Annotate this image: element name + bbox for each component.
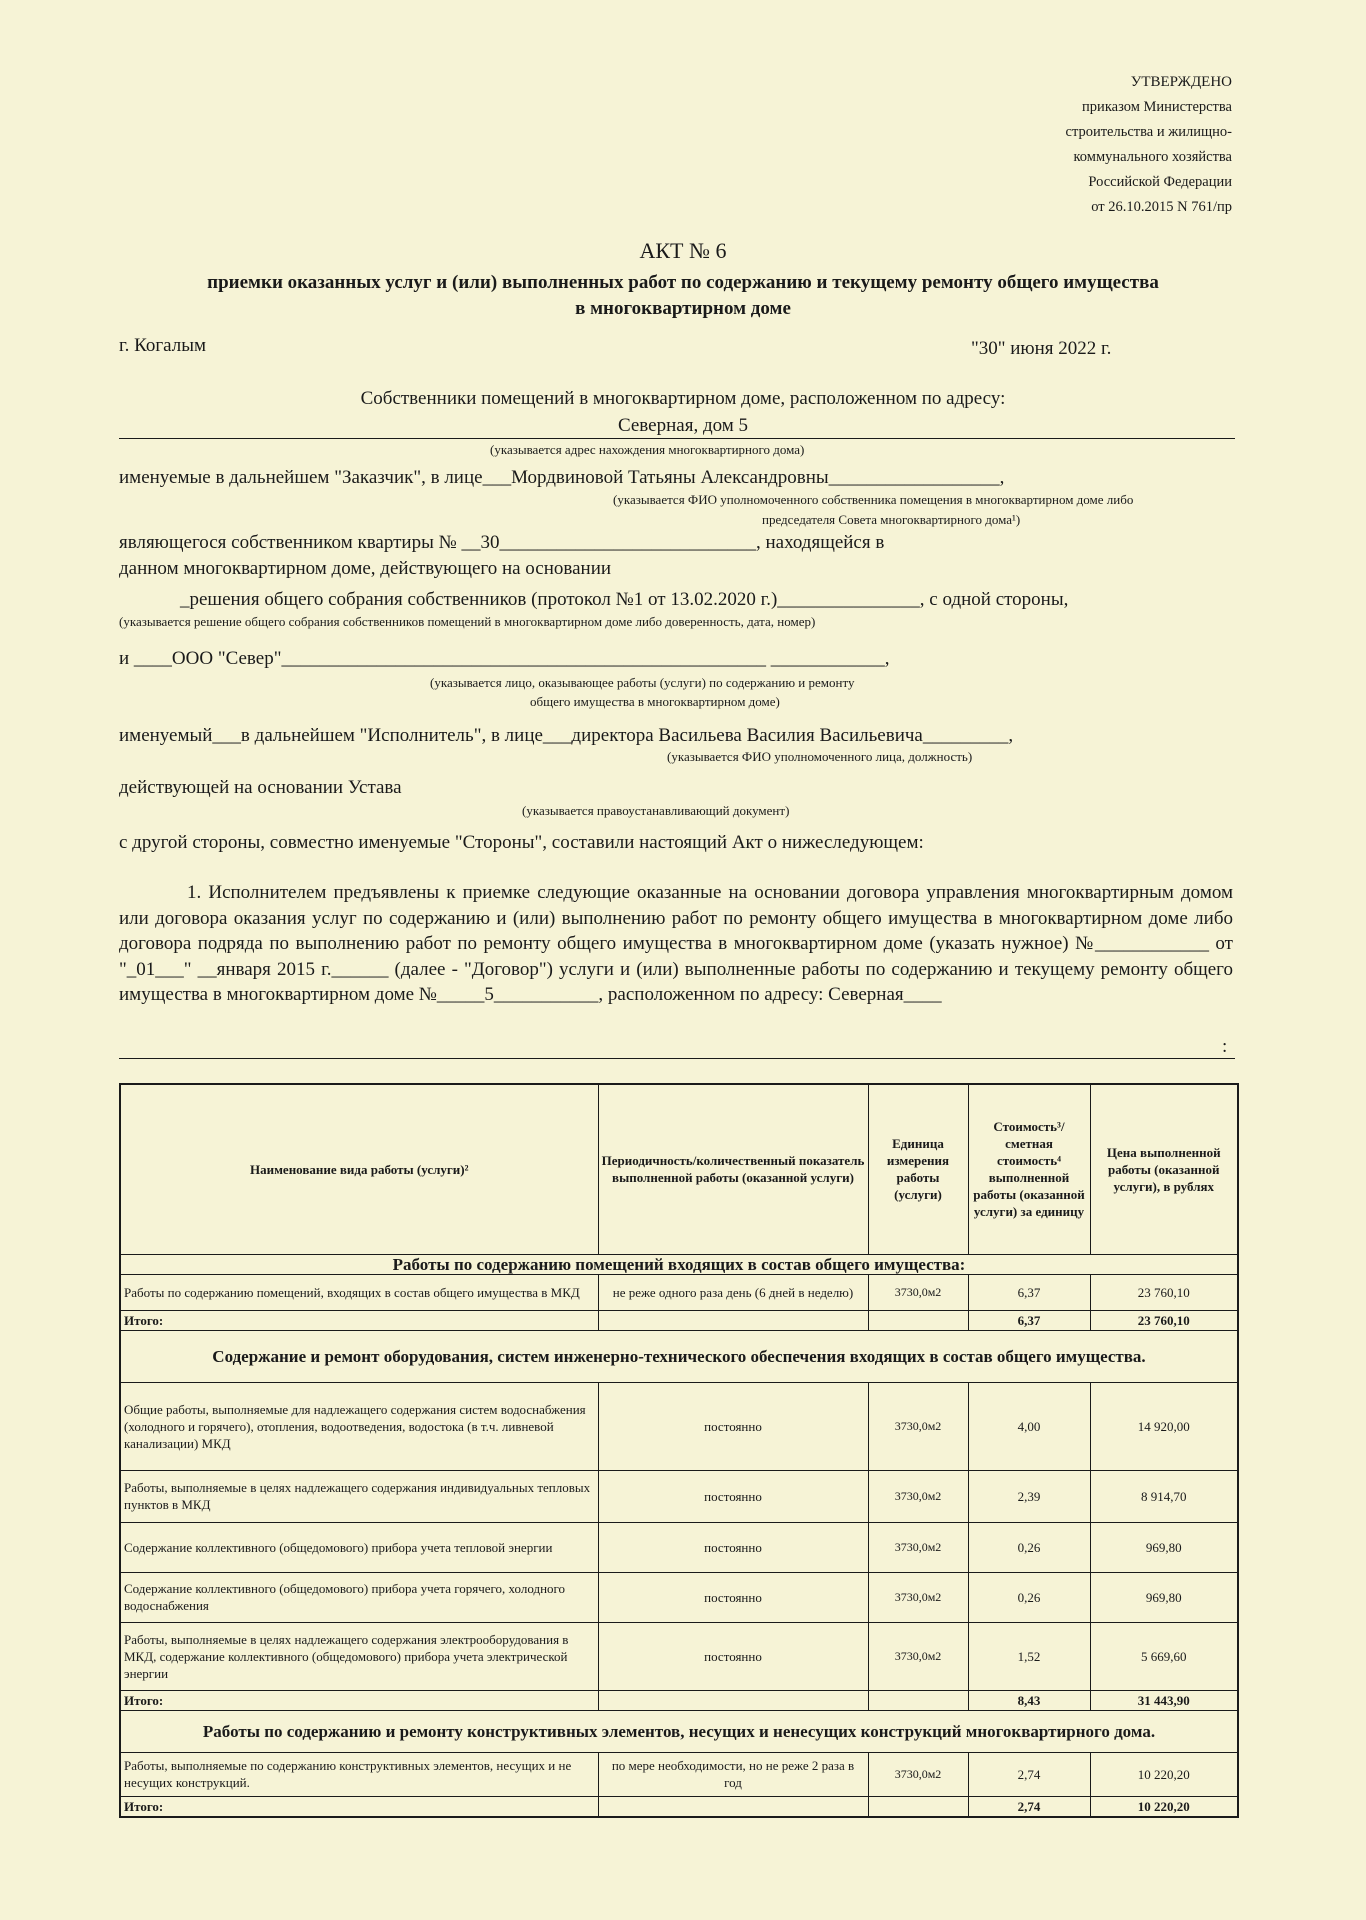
approval-line: коммунального хозяйства <box>1073 149 1232 165</box>
basis2-note: (указывается правоустанавливающий документ) <box>522 803 790 818</box>
cell-unit: 3730,0м2 <box>868 1622 968 1690</box>
cell-cost: 0,26 <box>968 1572 1090 1622</box>
basis-line: _решения общего собрания собственников (протокол №1 от 13.02.2020 г.)_______________, с одной стороны, <box>180 589 1069 610</box>
owners-line: Собственники помещений в многоквартирном доме, расположенном по адресу: <box>360 388 1006 409</box>
parties-line: с другой стороны, совместно именуемые "Стороны", составили настоящий Акт о нижеследующем: <box>119 832 924 853</box>
cell-period: постоянно <box>598 1522 868 1572</box>
table-row <box>120 1622 1238 1690</box>
cell-unit: 3730,0м2 <box>868 1382 968 1470</box>
act-subtitle-line: приемки оказанных услуг и (или) выполненных работ по содержанию и текущему ремонту общего имущества <box>207 272 1159 293</box>
total-row <box>120 1690 1238 1710</box>
cell-name: Работы, выполняемые по содержанию конструктивных элементов, несущих и не несущих конструкций. <box>120 1752 598 1796</box>
section-row <box>120 1330 1238 1382</box>
total-price: 23 760,10 <box>1090 1310 1238 1330</box>
cell-unit: 3730,0м2 <box>868 1752 968 1796</box>
cell-cost: 0,26 <box>968 1522 1090 1572</box>
col-header-period: Периодичность/количественный показатель выполненной работы (оказанной услуги) <box>598 1084 868 1254</box>
cell-price: 969,80 <box>1090 1572 1238 1622</box>
total-cost: 2,74 <box>968 1796 1090 1817</box>
clause-1-text: 1. Исполнителем предъявлены к приемке следующие оказанные на основании договора управления многоквартирным домом или договора оказания услуг по содержанию и (или) выполнению работ по ремонту общего имущества в многоквартирном доме либо договора подряда по выполнению работ по ремонту общего имущества в многоквартирном доме (указать нужное) №____________ от "_01___" __января 2015 г.______ (далее - "Договор") услуги и (или) выполненные работы по содержанию и текущему ремонту общего имущества в многоквартирном доме №_____5___________, расположенном по адресу: Северная____ <box>119 882 1233 1005</box>
act-date: "30" июня 2022 г. <box>971 338 1112 359</box>
cell-empty <box>868 1310 968 1330</box>
section-title: Работы по содержанию и ремонту конструктивных элементов, несущих и ненесущих конструкций многоквартирного дома. <box>120 1710 1238 1752</box>
cell-period: не реже одного раза день (6 дней в неделю) <box>598 1274 868 1310</box>
customer-note: председателя Совета многоквартирного дома¹) <box>762 512 1021 527</box>
act-subtitle-line: в многоквартирном доме <box>575 298 791 319</box>
act-title: АКТ № 6 <box>639 238 727 263</box>
works-table <box>119 1083 1239 1818</box>
approval-head: УТВЕРЖДЕНО <box>1130 74 1232 90</box>
cell-period: по мере необходимости, но не реже 2 раза в год <box>598 1752 868 1796</box>
section-title: Содержание и ремонт оборудования, систем инженерно-технического обеспечения входящих в состав общего имущества. <box>120 1330 1238 1382</box>
table-row <box>120 1522 1238 1572</box>
contractor-note: общего имущества в многоквартирном доме) <box>530 694 780 709</box>
house-address: Северная, дом 5 <box>617 415 749 436</box>
cell-price: 969,80 <box>1090 1522 1238 1572</box>
approval-line: от 26.10.2015 N 761/пр <box>1091 199 1232 215</box>
cell-cost: 6,37 <box>968 1274 1090 1310</box>
cell-price: 5 669,60 <box>1090 1622 1238 1690</box>
section-row <box>120 1254 1238 1274</box>
approval-stamp <box>1066 70 1232 220</box>
contractor-note: (указывается лицо, оказывающее работы (услуги) по содержанию и ремонту <box>430 675 855 690</box>
approval-line: приказом Министерства <box>1082 99 1232 115</box>
cell-name: Работы, выполняемые в целях надлежащего содержания электрооборудования в МКД, содержание коллективного (общедомового) прибора учета электрической энергии <box>120 1622 598 1690</box>
cell-name: Содержание коллективного (общедомового) прибора учета тепловой энергии <box>120 1522 598 1572</box>
executor-line: именуемый___в дальнейшем "Исполнитель", в лице___директора Васильева Василия Васильевича_________, <box>119 725 1014 746</box>
total-price: 31 443,90 <box>1090 1690 1238 1710</box>
table-row <box>120 1274 1238 1310</box>
cell-unit: 3730,0м2 <box>868 1274 968 1310</box>
cell-period: постоянно <box>598 1622 868 1690</box>
cell-price: 8 914,70 <box>1090 1470 1238 1522</box>
cell-empty <box>598 1310 868 1330</box>
cell-unit: 3730,0м2 <box>868 1470 968 1522</box>
table-row <box>120 1572 1238 1622</box>
total-price: 10 220,20 <box>1090 1796 1238 1817</box>
cell-price: 23 760,10 <box>1090 1274 1238 1310</box>
col-header-cost: Стоимость³/сметная стоимость⁴ выполненной работы (оказанной услуги) за единицу <box>968 1084 1090 1254</box>
clause-colon: : <box>1222 1036 1228 1057</box>
cell-cost: 1,52 <box>968 1622 1090 1690</box>
approval-line: Российской Федерации <box>1088 174 1232 190</box>
cell-cost: 2,74 <box>968 1752 1090 1796</box>
basis-note: (указывается решение общего собрания собственников помещений в многоквартирном доме либо доверенность, дата, номер) <box>119 614 816 629</box>
cell-name: Общие работы, выполняемые для надлежащего содержания систем водоснабжения (холодного и горячего), отопления, водоотведения, водостока (в т.ч. ливневой канализации) МКД <box>120 1382 598 1470</box>
total-cost: 8,43 <box>968 1690 1090 1710</box>
total-row <box>120 1310 1238 1330</box>
address-note: (указывается адрес нахождения многоквартирного дома) <box>490 442 805 457</box>
cell-period: постоянно <box>598 1382 868 1470</box>
cell-name: Работы, выполняемые в целях надлежащего содержания индивидуальных тепловых пунктов в МКД <box>120 1470 598 1522</box>
cell-price: 10 220,20 <box>1090 1752 1238 1796</box>
total-row <box>120 1796 1238 1817</box>
table-header-row <box>120 1084 1238 1254</box>
total-cost: 6,37 <box>968 1310 1090 1330</box>
total-label: Итого: <box>120 1690 598 1710</box>
city: г. Когалым <box>119 335 207 356</box>
customer-note: (указывается ФИО уполномоченного собственника помещения в многоквартирном доме либо <box>613 492 1134 507</box>
executor-note: (указывается ФИО уполномоченного лица, должность) <box>667 749 973 764</box>
house-line: данном многоквартирном доме, действующего на основании <box>119 558 612 579</box>
table-row <box>120 1382 1238 1470</box>
total-label: Итого: <box>120 1796 598 1817</box>
cell-empty <box>598 1690 868 1710</box>
customer-line: именуемые в дальнейшем "Заказчик", в лице___Мордвиновой Татьяны Александровны__________________, <box>119 467 1005 488</box>
approval-line: строительства и жилищно- <box>1065 124 1232 140</box>
cell-cost: 2,39 <box>968 1470 1090 1522</box>
cell-empty <box>868 1796 968 1817</box>
cell-price: 14 920,00 <box>1090 1382 1238 1470</box>
cell-period: постоянно <box>598 1572 868 1622</box>
cell-name: Содержание коллективного (общедомового) прибора учета горячего, холодного водоснабжения <box>120 1572 598 1622</box>
section-title: Работы по содержанию помещений входящих в состав общего имущества: <box>120 1254 1238 1274</box>
cell-unit: 3730,0м2 <box>868 1572 968 1622</box>
clause-1 <box>119 880 1233 1008</box>
section-row <box>120 1710 1238 1752</box>
cell-period: постоянно <box>598 1470 868 1522</box>
total-label: Итого: <box>120 1310 598 1330</box>
clause-rule <box>119 1058 1235 1059</box>
cell-empty <box>598 1796 868 1817</box>
owner-line: являющегося собственником квартиры № __30___________________________, находящейся в <box>119 532 885 553</box>
basis2-line: действующей на основании Устава <box>119 777 402 798</box>
col-header-price: Цена выполненной работы (оказанной услуги), в рублях <box>1090 1084 1238 1254</box>
col-header-name: Наименование вида работы (услуги)² <box>120 1084 598 1254</box>
act-subtitle <box>0 270 1366 322</box>
table-row <box>120 1470 1238 1522</box>
cell-name: Работы по содержанию помещений, входящих в состав общего имущества в МКД <box>120 1274 598 1310</box>
cell-unit: 3730,0м2 <box>868 1522 968 1572</box>
cell-empty <box>868 1690 968 1710</box>
table-row <box>120 1752 1238 1796</box>
address-rule <box>119 438 1235 439</box>
col-header-unit: Единица измерения работы (услуги) <box>868 1084 968 1254</box>
cell-cost: 4,00 <box>968 1382 1090 1470</box>
contractor-line: и ____ООО "Север"___________________________________________________ ____________, <box>119 648 890 669</box>
